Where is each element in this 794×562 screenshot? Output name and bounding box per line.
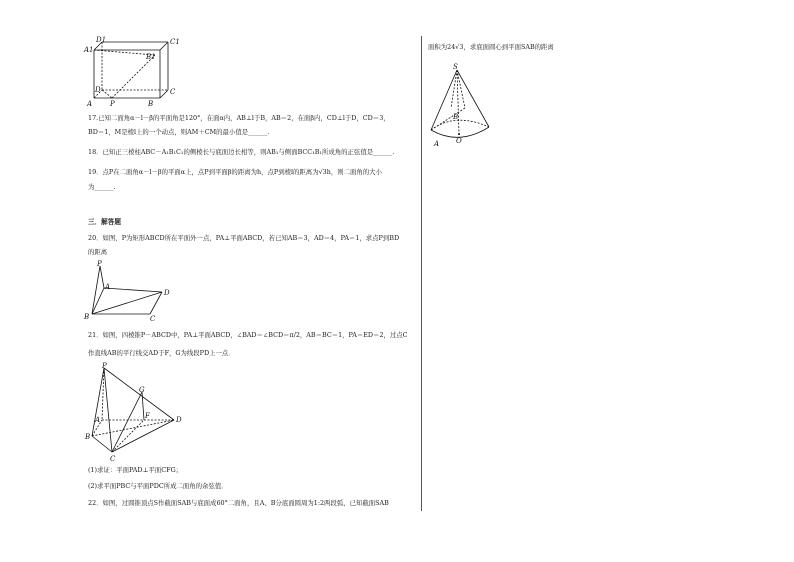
- q20-label-b: B: [84, 313, 90, 321]
- cube-figure: [82, 36, 192, 116]
- cube-label-a1: A1: [84, 46, 94, 54]
- q21-line2: 作直线AB的平行线交AD于F，G为线段PD上一点．: [88, 349, 235, 357]
- q21-label-d: D: [176, 416, 182, 424]
- cube-label-c: C: [170, 88, 176, 96]
- q21-part1: (1)求证：平面PAD⊥平面CFG；: [88, 466, 183, 474]
- cube-label-a: A: [87, 100, 93, 108]
- q20-label-c: C: [150, 315, 156, 323]
- cube-label-b: B: [148, 100, 154, 108]
- q17-line1: 17.已知二面角α－l－β的平面角是120°，在面α内，AB⊥l于B，AB＝2，在面β内，CD⊥l于D，CD＝3，: [88, 114, 390, 122]
- q21-line1: 21．如图，四棱锥P－ABCD中，PA⊥平面ABCD，∠BAD＝∠BCD＝π/2，AB＝BC＝1，PA＝ED＝2，过点C: [88, 331, 408, 339]
- q20-line2: 的距离: [88, 248, 108, 256]
- q21-label-b: B: [85, 433, 91, 441]
- q21-label-g: G: [139, 386, 145, 394]
- q22-text: 22．如图，过圆锥顶点S作截面SAB与底面成60°二面角，且A、B分底面圆周为1:2两段弧，已知截面SAB: [88, 499, 389, 507]
- q21-label-a: A: [95, 416, 101, 424]
- cone-figure: [425, 60, 505, 150]
- q19-line2: 为______.: [88, 183, 116, 191]
- q20-figure: [82, 262, 182, 322]
- q21-figure: [82, 362, 192, 462]
- cube-label-d1: D1: [96, 36, 107, 44]
- q19-line1: 19．点P在二面角α－l－β的平面α上，点P到平面β的距离为h，点P到棱l的距离为√3h，则二面角的大小: [88, 168, 382, 176]
- q21-label-f: F: [145, 412, 150, 420]
- cube-label-d: D: [95, 86, 101, 94]
- q18-text: 18．已知正三棱柱ABC－A₁B₁C₁的侧棱长与底面边长相等，则AB₁与侧面BCC₁B₁所成角的正弦值是______.: [88, 148, 395, 156]
- cube-label-p: P: [110, 100, 115, 108]
- q20-label-a: A: [105, 283, 111, 291]
- column-divider: [421, 36, 422, 511]
- q20-label-p: P: [97, 260, 102, 268]
- cube-label-b1: B1: [146, 53, 156, 61]
- q20-line1: 20．如图，P为矩形ABCD所在平面外一点，PA⊥平面ABCD，若已知AB＝3，AD＝4，PA＝1，求点P到BD: [88, 234, 400, 242]
- q17-line2: BD＝1，M是棱l上的一个动点，则AM＋CM的最小值是______.: [88, 128, 270, 136]
- cone-label-s: S: [453, 63, 458, 71]
- section-heading: 三．解答题: [88, 218, 121, 226]
- cone-label-a: A: [434, 140, 440, 148]
- q20-label-d: D: [164, 289, 170, 297]
- cone-label-b: B: [453, 113, 459, 121]
- q21-label-p: P: [102, 362, 107, 370]
- cube-label-c1: C1: [170, 38, 180, 46]
- q22-continued: 面积为24√3，求底面圆心到平面SAB的距离: [428, 43, 554, 51]
- q21-label-c: C: [110, 455, 116, 463]
- q21-part2: (2)求平面PBC与平面PDC所成二面角的余弦值．: [88, 482, 228, 490]
- cone-label-o: O: [456, 137, 462, 145]
